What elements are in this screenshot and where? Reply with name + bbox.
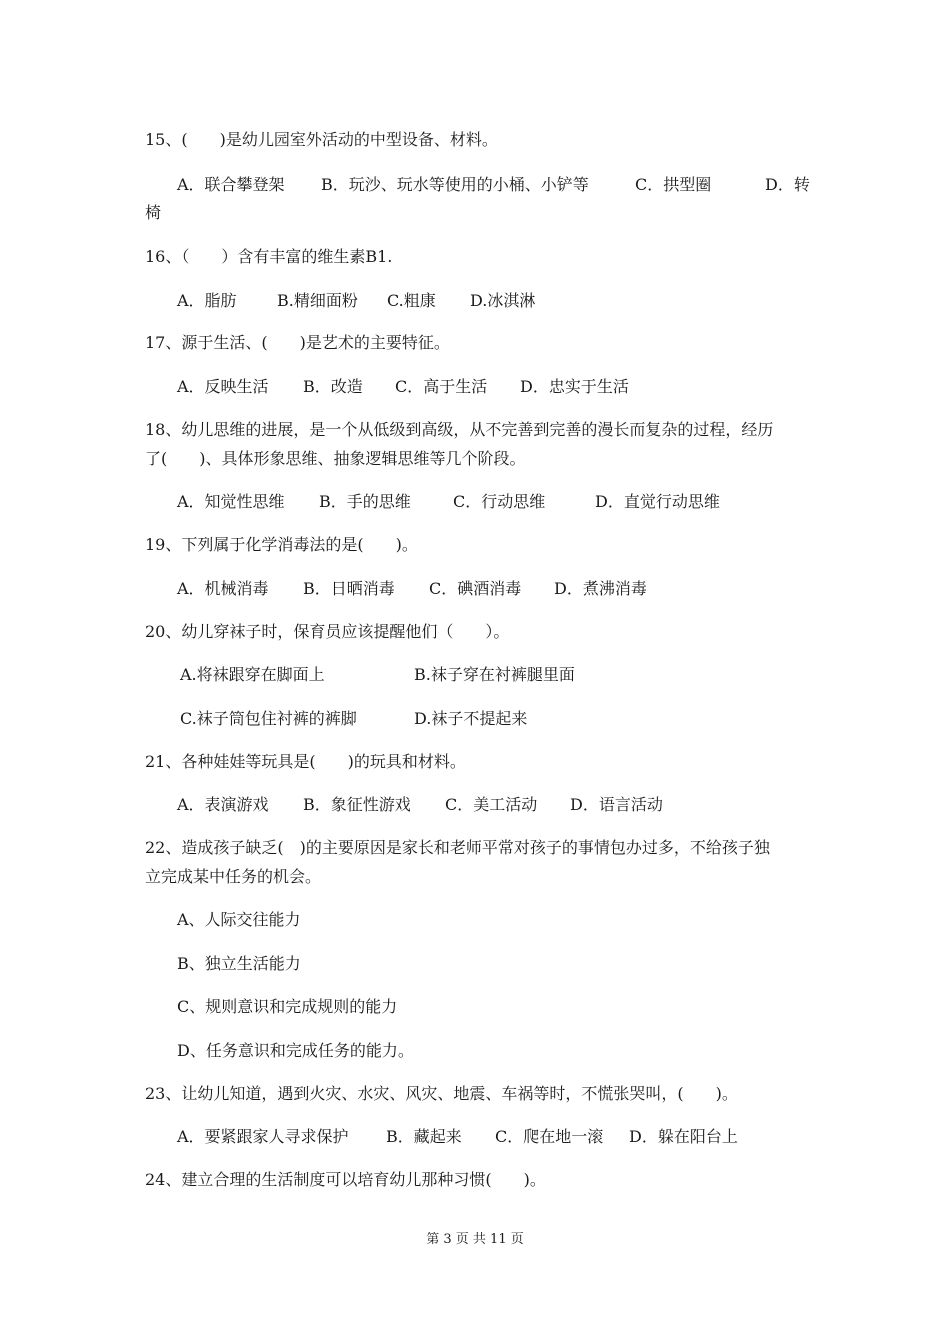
option-b: B．手的思维 [319,492,411,511]
question-24-stem: 24、建立合理的生活制度可以培育幼儿那种习惯( )。 [145,1170,546,1189]
option-c: C．拱型圈 [635,175,712,194]
option-a: A．脂肪 [177,291,237,310]
question-23-stem: 23、让幼儿知道，遇到火灾、水灾、风灾、地震、车祸等时，不慌张哭叫，( )。 [145,1084,738,1103]
option-d: D.冰淇淋 [470,291,536,310]
option-a: A．反映生活 [177,377,269,396]
option-a: A．表演游戏 [177,795,269,814]
option-c: C.粗康 [387,291,436,310]
question-20-stem: 20、幼儿穿袜子时，保育员应该提醒他们（ ）。 [145,622,510,641]
option-b: B．玩沙、玩水等使用的小桶、小铲等 [321,175,589,194]
question-21-stem: 21、各种娃娃等玩具是( )的玩具和材料。 [145,752,466,771]
option-a: A．知觉性思维 [177,492,285,511]
option-a: A．机械消毒 [177,579,269,598]
option-b: B．日晒消毒 [303,579,395,598]
question-22-option-b: B、独立生活能力 [177,954,301,973]
question-18-stem-line-1: 18、幼儿思维的进展，是一个从低级到高级，从不完善到完善的漫长而复杂的过程，经历 [145,420,774,439]
page-footer: 第 3 页 共 11 页 [426,1232,524,1247]
question-22-stem-line-2: 立完成某中任务的机会。 [145,867,322,886]
question-22-stem-line-1: 22、造成孩子缺乏( )的主要原因是家长和老师平常对孩子的事情包办过多，不给孩子独 [145,838,770,857]
question-22-option-d: D、任务意识和完成任务的能力。 [177,1041,414,1060]
option-d: D．转 [765,175,810,194]
question-18-stem-line-2: 了( )、具体形象思维、抽象逻辑思维等几个阶段。 [145,449,526,468]
option-b: B．藏起来 [386,1127,462,1146]
question-15-stem: 15、( )是幼儿园室外活动的中型设备、材料。 [145,130,498,149]
option-c: C．美工活动 [445,795,538,814]
option-b: B．象征性游戏 [303,795,411,814]
question-15-wrap: 椅 [145,203,162,222]
question-16-stem: 16、（ ）含有丰富的维生素B1. [145,247,393,266]
option-c: C．碘酒消毒 [429,579,522,598]
option-b: B.袜子穿在衬裤腿里面 [414,665,575,684]
option-d: D.袜子不提起来 [414,709,528,728]
option-b: B.精细面粉 [277,291,358,310]
question-22-option-a: A、人际交往能力 [177,910,301,929]
question-22-option-c: C、规则意识和完成规则的能力 [177,997,398,1016]
option-d: D．煮沸消毒 [554,579,647,598]
option-d: D．忠实于生活 [520,377,629,396]
question-19-stem: 19、下列属于化学消毒法的是( )。 [145,535,418,554]
option-a: A.将袜跟穿在脚面上 [180,665,325,684]
option-c: C.袜子筒包住衬裤的裤脚 [180,709,357,728]
question-17-stem: 17、源于生活、( )是艺术的主要特征。 [145,333,450,352]
option-d: D．语言活动 [570,795,663,814]
option-a: A．要紧跟家人寻求保护 [177,1127,349,1146]
option-b: B．改造 [303,377,363,396]
option-c: C．爬在地一滚 [495,1127,604,1146]
option-d: D．躲在阳台上 [629,1127,738,1146]
option-a: A．联合攀登架 [177,175,285,194]
option-c: C．行动思维 [453,492,546,511]
option-c: C．高于生活 [395,377,488,396]
option-d: D．直觉行动思维 [595,492,720,511]
